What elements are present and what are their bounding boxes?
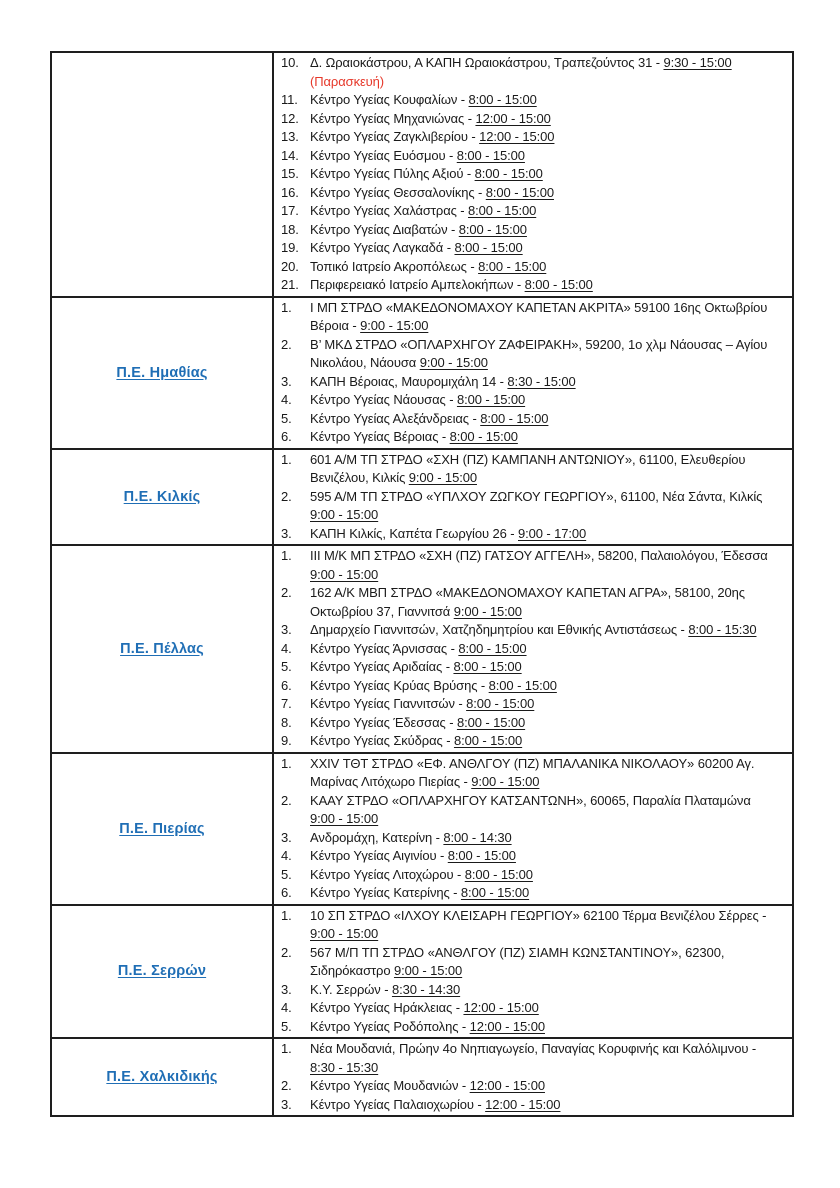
item-number: 2. xyxy=(281,944,292,960)
item-number: 5. xyxy=(281,1018,292,1034)
item-number: 2. xyxy=(281,336,292,352)
item-hours: 12:00 - 15:00 xyxy=(479,129,555,144)
list-item xyxy=(274,525,790,544)
region-cell xyxy=(51,449,273,546)
item-number: 1. xyxy=(281,755,292,771)
region-row xyxy=(51,449,793,546)
list-item xyxy=(274,1040,790,1077)
item-hours: 8:00 - 15:00 xyxy=(468,92,537,107)
item-text: 162 Α/Κ ΜΒΠ ΣΤΡΔΟ «ΜΑΚΕΔΟΝΟΜΑΧΟΥ ΚΑΠΕΤΑΝ ΑΓΡΑ», 58100, 20ης Οκτωβρίου 37, Γιαννιτσά xyxy=(310,585,745,619)
list-item xyxy=(274,981,790,1000)
item-number: 1. xyxy=(281,1041,292,1056)
list-item xyxy=(274,792,790,829)
item-text: ΚΑΠΗ Κιλκίς, Καπέτα Γεωργίου 26 - xyxy=(310,525,518,541)
list-item xyxy=(274,147,790,166)
item-text: Κέντρο Υγείας Αριδαίας - xyxy=(310,659,454,674)
item-number: 4. xyxy=(281,640,292,656)
item-hours: 9:00 - 15:00 xyxy=(393,963,463,978)
item-number: 2. xyxy=(281,792,292,808)
item-hours: 8:00 - 15:00 xyxy=(480,410,549,426)
item-text: Κέντρο Υγείας Διαβατών - xyxy=(310,221,459,237)
item-text: Κέντρο Υγείας Ευόσμου - xyxy=(310,147,457,163)
item-number: 12. xyxy=(281,110,299,126)
list-item xyxy=(274,373,790,392)
item-text: Κέντρο Υγείας Θεσσαλονίκης - xyxy=(310,184,486,200)
item-text: Κέντρο Υγείας Πύλης Αξιού - xyxy=(310,166,475,181)
item-text: Κέντρο Υγείας Ζαγκλιβερίου - xyxy=(310,129,480,144)
item-number: 18. xyxy=(281,221,299,237)
item-hours: 9:00 - 15:00 xyxy=(360,318,429,333)
item-text: Ανδρομάχη, Κατερίνη - xyxy=(310,829,444,845)
item-number: 1. xyxy=(281,548,292,563)
item-number: 21. xyxy=(281,277,299,292)
item-number: 9. xyxy=(281,733,292,748)
list-item xyxy=(274,128,790,147)
item-text: Κέντρο Υγείας Μουδανιών - xyxy=(310,1078,470,1093)
list-item xyxy=(274,391,790,410)
item-text: Τοπικό Ιατρείο Ακροπόλεως - xyxy=(310,258,479,274)
item-note: (Παρασκευή) xyxy=(310,73,385,89)
region-row xyxy=(51,297,793,449)
item-hours: 8:00 - 15:00 xyxy=(460,885,530,900)
region-row xyxy=(51,905,793,1039)
item-hours: 8:00 - 15:00 xyxy=(485,184,554,200)
item-hours: 8:00 - 15:00 xyxy=(449,429,518,444)
region-label: Π.Ε. Χαλκιδικής xyxy=(106,1069,218,1085)
region-cell xyxy=(51,545,273,753)
region-cell xyxy=(51,297,273,449)
item-hours: 8:00 - 15:00 xyxy=(474,166,543,181)
items-cell xyxy=(273,905,793,1039)
region-cell xyxy=(51,753,273,905)
items-cell xyxy=(273,52,793,297)
list-item xyxy=(274,547,790,584)
item-text: 567 Μ/Π ΤΠ ΣΤΡΔΟ «ΑΝΘΛΓΟΥ (ΠΖ) ΣΙΑΜΗ ΚΩΝΣΤΑΝΤΙΝΟΥ», 62300, Σιδηρόκαστρο xyxy=(310,944,725,978)
item-hours: 8:00 - 15:00 xyxy=(447,848,516,863)
list-item xyxy=(274,755,790,792)
item-text: Κέντρο Υγείας Ροδόπολης - xyxy=(310,1018,470,1034)
item-hours: 9:00 - 15:00 xyxy=(453,603,522,619)
list-item xyxy=(274,884,790,903)
item-text: Κέντρο Υγείας Έδεσσας - xyxy=(310,714,457,730)
item-hours: 12:00 - 15:00 xyxy=(469,1078,545,1093)
item-hours: 8:00 - 15:00 xyxy=(464,866,533,882)
list-item xyxy=(274,239,790,258)
items-cell xyxy=(273,545,793,753)
region-cell xyxy=(51,1038,273,1116)
item-hours: 8:30 - 15:30 xyxy=(310,1059,379,1075)
item-number: 2. xyxy=(281,1078,292,1093)
item-hours: 8:00 - 15:00 xyxy=(454,240,523,255)
item-text: ΚΑΠΗ Βέροιας, Μαυρομιχάλη 14 - xyxy=(310,373,508,389)
item-number: 10. xyxy=(281,55,299,70)
item-number: 14. xyxy=(281,147,299,163)
item-hours: 8:00 - 15:00 xyxy=(453,659,522,674)
item-text: Κέντρο Υγείας Γιαννιτσών - xyxy=(310,696,467,711)
item-number: 1. xyxy=(281,907,292,923)
item-text: 601 Α/Μ ΤΠ ΣΤΡΔΟ «ΣΧΗ (ΠΖ) ΚΑΜΠΑΝΗ ΑΝΤΩΝΙΟΥ», 61100, Ελευθερίου Βενιζέλου, Κιλκίς xyxy=(310,451,746,485)
item-hours: 8:30 - 14:30 xyxy=(391,981,461,997)
item-number: 3. xyxy=(281,622,292,637)
item-text: Περιφερειακό Ιατρείο Αμπελοκήπων - xyxy=(310,277,525,292)
item-text: Νέα Μουδανιά, Πρώην 4ο Νηπιαγωγείο, Παναγίας Κορυφινής και Καλόλιμνου - xyxy=(310,1041,757,1056)
item-text: Κέντρο Υγείας Αιγινίου - xyxy=(310,848,448,863)
item-number: 5. xyxy=(281,410,292,426)
items-cell xyxy=(273,449,793,546)
item-hours: 9:00 - 17:00 xyxy=(518,525,587,541)
item-text: Ι ΜΠ ΣΤΡΔΟ «ΜΑΚΕΔΟΝΟΜΑΧΟΥ ΚΑΠΕΤΑΝ ΑΚΡΙΤΑ» 59100 16ης Οκτωβρίου Βέροια - xyxy=(310,299,768,333)
item-number: 16. xyxy=(281,184,299,200)
item-hours: 9:00 - 15:00 xyxy=(310,566,379,582)
region-label: Π.Ε. Ημαθίας xyxy=(116,364,208,381)
item-text: Κέντρο Υγείας Σκύδρας - xyxy=(310,733,454,748)
item-number: 8. xyxy=(281,714,292,730)
item-number: 6. xyxy=(281,885,292,900)
schedule-table-body xyxy=(51,52,793,1116)
item-number: 5. xyxy=(281,866,292,882)
list-item xyxy=(274,584,790,621)
item-text: Κέντρο Υγείας Λαγκαδά - xyxy=(310,240,455,255)
region-cell xyxy=(51,905,273,1039)
item-text: Δ. Ωραιοκάστρου, Α ΚΑΠΗ Ωραιοκάστρου, Τραπεζούντος 31 - xyxy=(310,55,664,70)
item-number: 3. xyxy=(281,981,292,997)
item-text: Κέντρο Υγείας Ηράκλειας - xyxy=(310,1000,464,1015)
item-text: Κέντρο Υγείας Κατερίνης - xyxy=(310,885,461,900)
item-number: 4. xyxy=(281,392,292,407)
list-item xyxy=(274,91,790,110)
region-label: Π.Ε. Κιλκίς xyxy=(123,488,201,505)
item-number: 4. xyxy=(281,848,292,863)
list-item xyxy=(274,410,790,429)
list-item xyxy=(274,907,790,944)
item-text: Κέντρο Υγείας Μηχανιώνας - xyxy=(310,110,476,126)
item-text: Κέντρο Υγείας Άρνισσας - xyxy=(310,640,459,656)
list-item xyxy=(274,336,790,373)
item-hours: 8:00 - 15:00 xyxy=(453,733,523,748)
item-text: Κέντρο Υγείας Κρύας Βρύσης - xyxy=(310,677,489,693)
item-number: 1. xyxy=(281,299,292,315)
list-item xyxy=(274,488,790,525)
item-number: 3. xyxy=(281,525,292,541)
item-text: Β’ ΜΚΔ ΣΤΡΔΟ «ΟΠΛΑΡΧΗΓΟΥ ΖΑΦΕΙΡΑΚΗ», 59200, 1ο χλμ Νάουσας – Αγίου Νικολάου, Νάουσα xyxy=(310,336,768,370)
item-hours: 8:00 - 15:00 xyxy=(456,392,526,407)
item-hours: 8:00 - 15:00 xyxy=(456,714,526,730)
item-text: Κ.Υ. Σερρών - xyxy=(310,981,392,997)
item-number: 7. xyxy=(281,696,292,711)
item-text: 595 Α/Μ ΤΠ ΣΤΡΔΟ «ΥΠΛΧΟΥ ΖΩΓΚΟΥ ΓΕΩΡΓΙΟΥ», 61100, Νέα Σάντα, Κιλκίς xyxy=(310,488,763,504)
item-text: XXIV ΤΘΤ ΣΤΡΔΟ «ΕΦ. ΑΝΘΛΓΟΥ (ΠΖ) ΜΠΑΛΑΝΙΚΑ ΝΙΚΟΛΑΟΥ» 60200 Αγ. Μαρίνας Λιτόχωρο Πιερίας - xyxy=(310,755,755,789)
item-number: 15. xyxy=(281,166,299,181)
item-text: Κέντρο Υγείας Νάουσας - xyxy=(310,392,457,407)
item-text: Κέντρο Υγείας Βέροιας - xyxy=(310,429,450,444)
item-number: 6. xyxy=(281,429,292,444)
item-hours: 8:00 - 15:00 xyxy=(524,277,593,292)
items-cell xyxy=(273,297,793,449)
item-hours: 8:00 - 15:00 xyxy=(478,258,547,274)
list-item xyxy=(274,732,790,751)
item-number: 6. xyxy=(281,677,292,693)
item-text: Κέντρο Υγείας Λιτοχώρου - xyxy=(310,866,465,882)
item-number: 5. xyxy=(281,659,292,674)
list-item xyxy=(274,299,790,336)
item-number: 4. xyxy=(281,1000,292,1015)
region-row xyxy=(51,753,793,905)
item-hours: 9:00 - 15:00 xyxy=(310,926,379,941)
item-hours: 9:00 - 15:00 xyxy=(310,811,379,826)
items-cell xyxy=(273,1038,793,1116)
list-item xyxy=(274,1018,790,1037)
item-number: 2. xyxy=(281,488,292,504)
item-hours: 9:00 - 15:00 xyxy=(471,774,540,789)
item-number: 2. xyxy=(281,585,292,600)
item-text: Κέντρο Υγείας Αλεξάνδρειας - xyxy=(310,410,481,426)
item-text: Δημαρχείο Γιαννιτσών, Χατζηδημητρίου και Εθνικής Αντιστάσεως - xyxy=(310,622,689,637)
item-hours: 8:30 - 15:00 xyxy=(507,373,576,389)
item-number: 19. xyxy=(281,240,299,255)
list-item xyxy=(274,847,790,866)
list-item xyxy=(274,202,790,221)
item-number: 13. xyxy=(281,129,299,144)
list-item xyxy=(274,258,790,277)
item-text: 10 ΣΠ ΣΤΡΔΟ «ΙΛΧΟΥ ΚΛΕΙΣΑΡΗ ΓΕΩΡΓΙΟΥ» 62100 Τέρμα Βενιζέλου Σέρρες - xyxy=(310,907,767,923)
list-item xyxy=(274,944,790,981)
item-number: 17. xyxy=(281,203,299,218)
item-hours: 8:00 - 15:00 xyxy=(456,147,525,163)
list-item xyxy=(274,221,790,240)
item-hours: 8:00 - 15:00 xyxy=(458,221,527,237)
region-label: Π.Ε. Σερρών xyxy=(117,963,207,980)
list-item xyxy=(274,658,790,677)
list-item xyxy=(274,54,790,91)
region-label: Π.Ε. Πέλλας xyxy=(120,640,204,657)
item-text: Κέντρο Υγείας Κουφαλίων - xyxy=(310,92,469,107)
schedule-table xyxy=(50,51,794,1117)
region-row xyxy=(51,1038,793,1116)
item-number: 1. xyxy=(281,451,292,467)
list-item xyxy=(274,999,790,1018)
item-hours: 8:00 - 15:00 xyxy=(488,677,557,693)
list-item xyxy=(274,1077,790,1096)
item-text: Κέντρο Υγείας Παλαιοχωρίου - xyxy=(310,1096,486,1112)
item-hours: 9:00 - 15:00 xyxy=(408,470,477,485)
list-item xyxy=(274,695,790,714)
list-item xyxy=(274,165,790,184)
list-item xyxy=(274,1096,790,1115)
item-hours: 8:00 - 15:30 xyxy=(688,622,757,637)
items-cell xyxy=(273,753,793,905)
item-number: 11. xyxy=(281,92,298,107)
list-item xyxy=(274,621,790,640)
list-item xyxy=(274,276,790,295)
list-item xyxy=(274,677,790,696)
item-text: ΚΑΑΥ ΣΤΡΔΟ «ΟΠΛΑΡΧΗΓΟΥ ΚΑΤΣΑΝΤΩΝΗ», 60065, Παραλία Πλαταμώνα xyxy=(310,792,751,808)
list-item xyxy=(274,714,790,733)
item-number: 20. xyxy=(281,258,299,274)
item-hours: 12:00 - 15:00 xyxy=(463,1000,539,1015)
list-item xyxy=(274,866,790,885)
item-number: 3. xyxy=(281,829,292,845)
list-item xyxy=(274,829,790,848)
item-number: 3. xyxy=(281,373,292,389)
region-cell-empty xyxy=(51,52,273,297)
item-text: Κέντρο Υγείας Χαλάστρας - xyxy=(310,203,469,218)
item-number: 3. xyxy=(281,1096,292,1112)
item-hours: 8:00 - 15:00 xyxy=(466,696,535,711)
list-item xyxy=(274,184,790,203)
item-hours: 12:00 - 15:00 xyxy=(469,1018,545,1034)
item-hours: 9:30 - 15:00 xyxy=(663,55,732,70)
list-item xyxy=(274,451,790,488)
item-hours: 8:00 - 15:00 xyxy=(458,640,527,656)
item-hours: 12:00 - 15:00 xyxy=(475,110,551,126)
item-hours: 12:00 - 15:00 xyxy=(485,1096,561,1112)
region-label: Π.Ε. Πιερίας xyxy=(119,820,205,837)
item-text: ΙΙΙ Μ/Κ ΜΠ ΣΤΡΔΟ «ΣΧΗ (ΠΖ) ΓΑΤΣΟΥ ΑΓΓΕΛΗ», 58200, Παλαιολόγου, Έδεσσα xyxy=(310,548,768,563)
item-hours: 9:00 - 15:00 xyxy=(419,355,488,370)
region-row xyxy=(51,52,793,297)
item-hours: 8:00 - 14:30 xyxy=(443,829,512,845)
item-hours: 8:00 - 15:00 xyxy=(468,203,537,218)
list-item xyxy=(274,110,790,129)
item-hours: 9:00 - 15:00 xyxy=(310,507,379,522)
region-row xyxy=(51,545,793,753)
list-item xyxy=(274,428,790,447)
list-item xyxy=(274,640,790,659)
